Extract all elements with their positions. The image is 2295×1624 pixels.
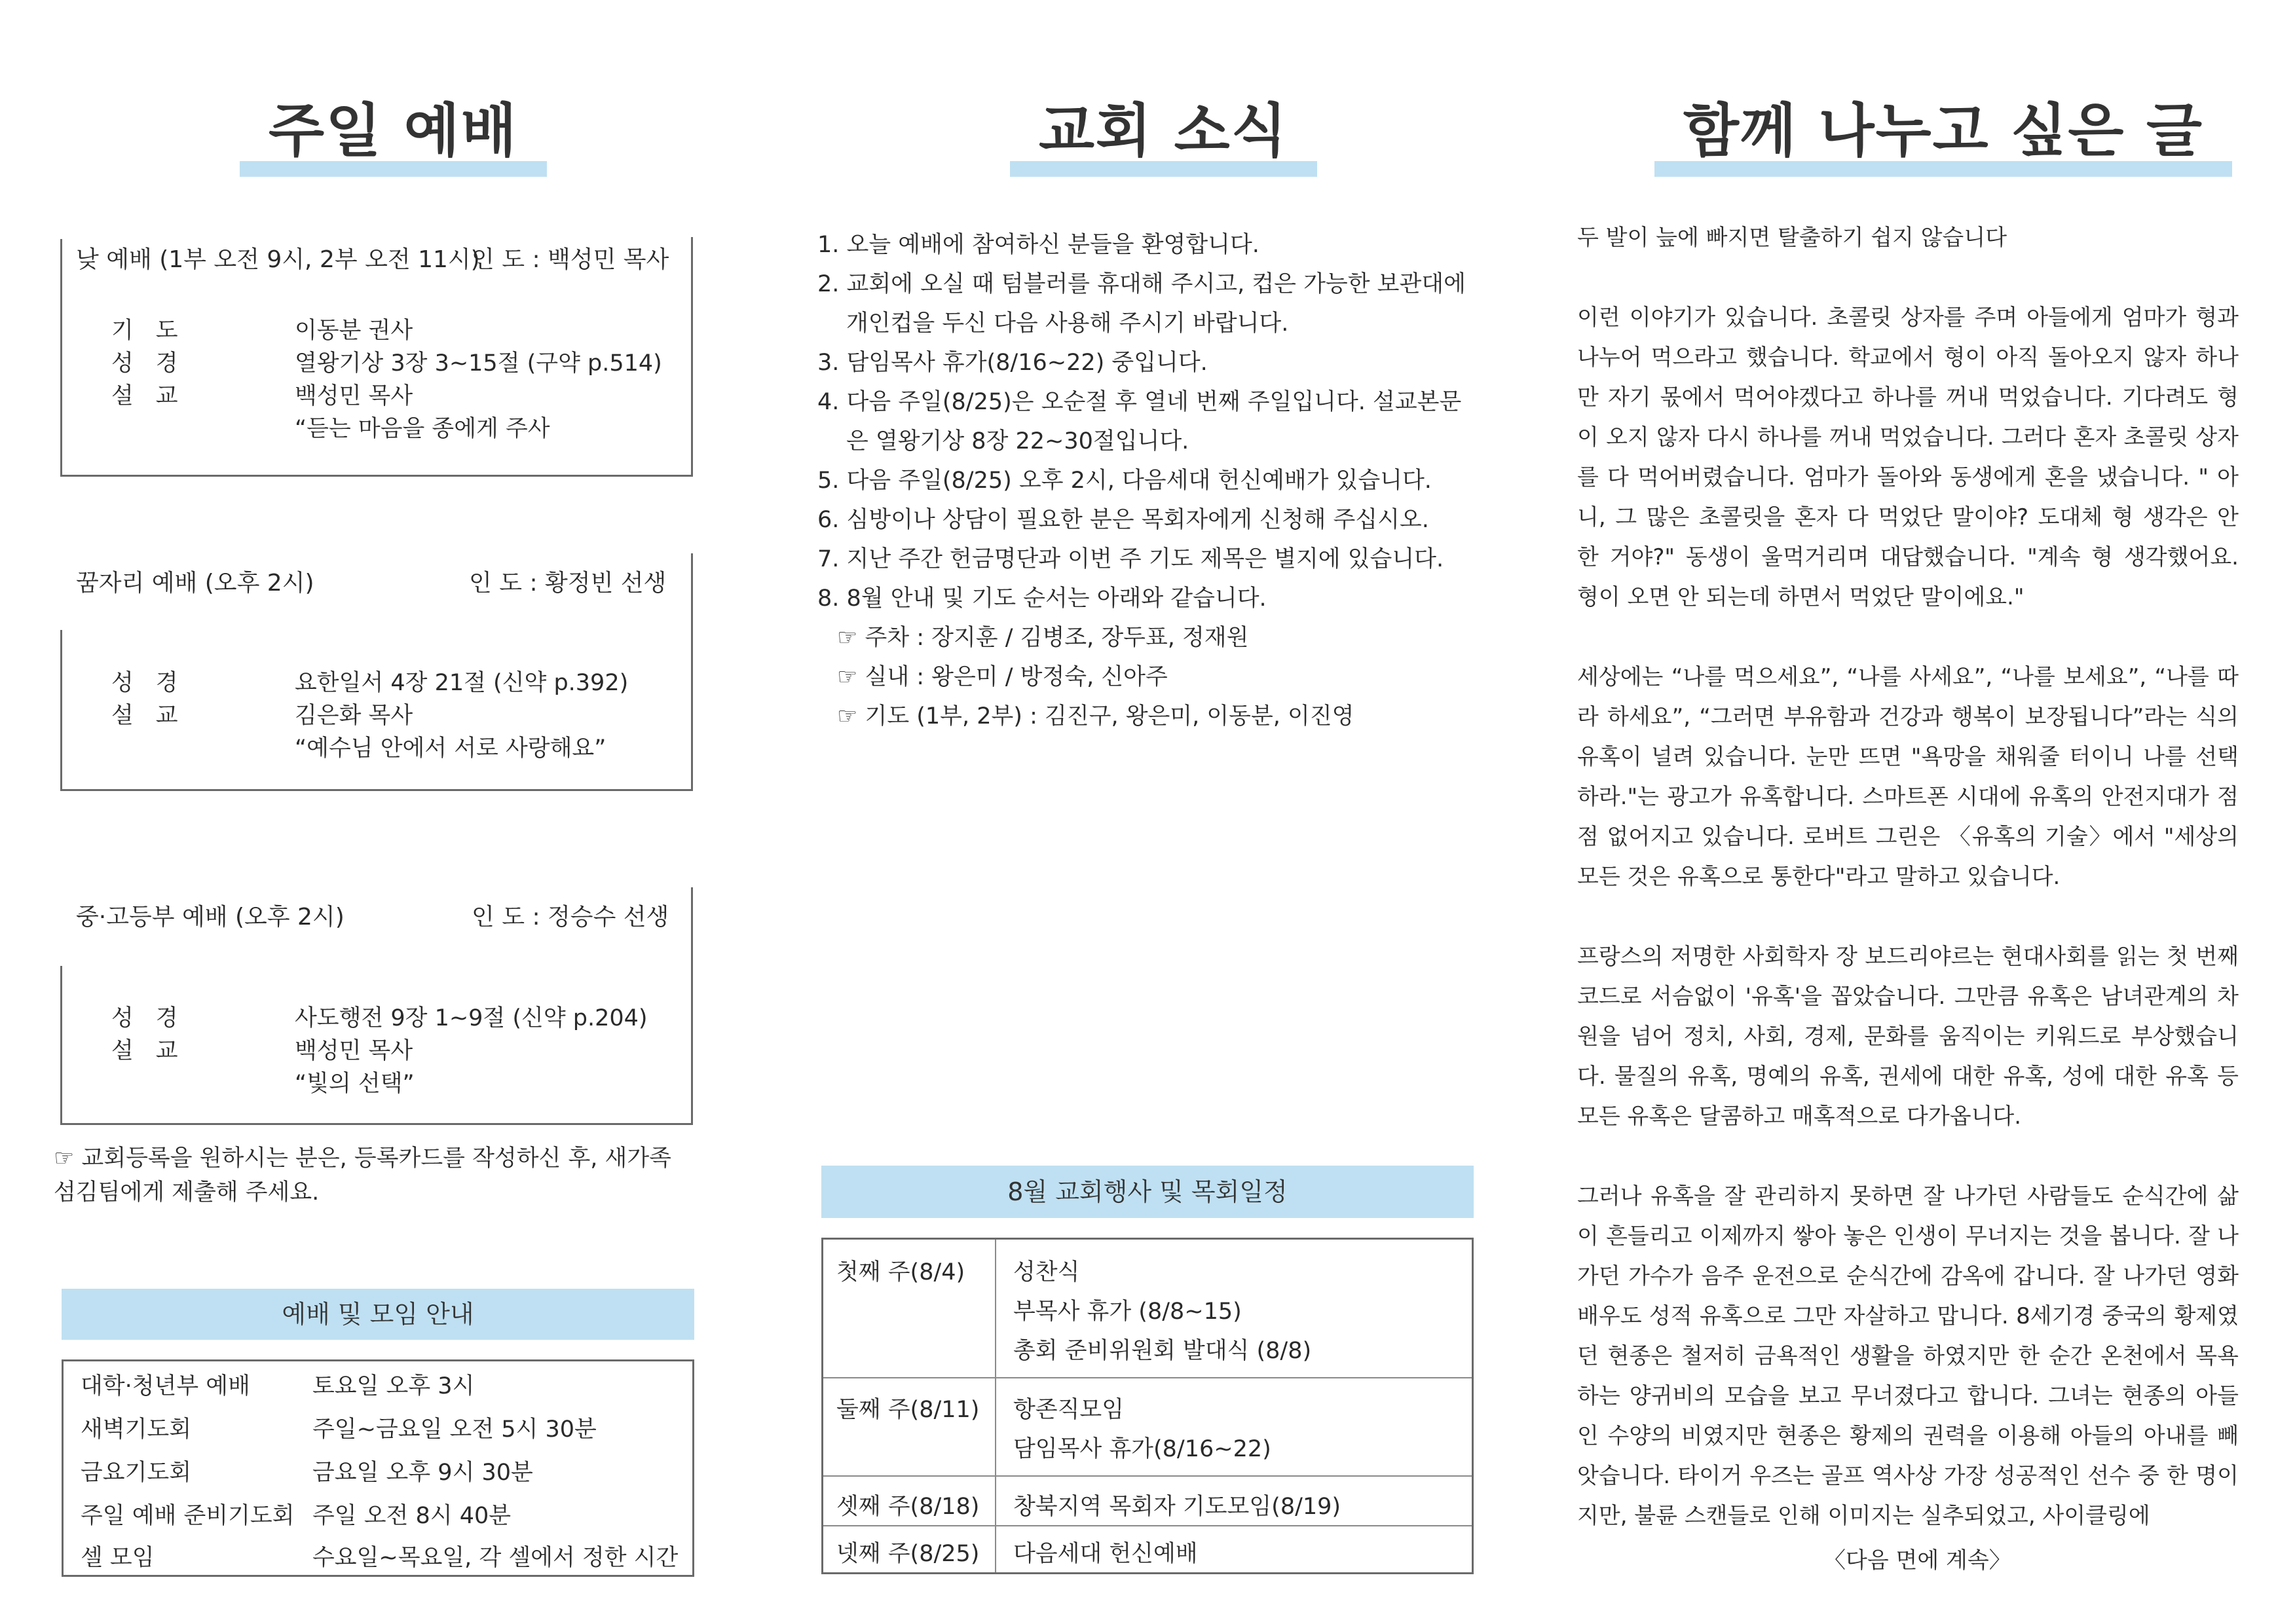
schedule-event: 담임목사 휴가(8/16~22) (1013, 1436, 1271, 1462)
schedule-divider (995, 1240, 996, 1572)
info-label: 셀 모임 (81, 1545, 155, 1571)
sermon-title: “듣는 마음을 종에게 주사 (295, 416, 550, 442)
row-label: 설교 (111, 703, 200, 729)
essay-subtitle: 두 발이 늪에 빠지면 탈출하기 쉽지 않습니다 (1577, 225, 2007, 251)
row-value: 김은화 목사 (295, 703, 413, 729)
info-value: 토요일 오후 3시 (312, 1373, 475, 1399)
box-corner-line (691, 237, 693, 276)
schedule-event: 항존직모임 (1013, 1397, 1125, 1423)
info-label: 주일 예배 준비기도회 (81, 1503, 295, 1529)
news-item: 4. 다음 주일(8/25)은 오순절 후 열네 번째 주일입니다. 설교본문은 열왕기상 8장 22~30절입니다. (817, 389, 1462, 454)
schedule-separator (823, 1377, 1472, 1378)
worship-heading (269, 85, 518, 168)
essay-heading-text: 함께 나누고 싶은 글 (1683, 97, 2203, 164)
news-heading-text: 교회 소식 (1039, 97, 1288, 164)
worship-heading-text: 주일 예배 (269, 97, 518, 164)
news-item: 8. 8월 안내 및 기도 순서는 아래와 같습니다. (817, 585, 1267, 612)
essay-paragraph: 세상에는 “나를 먹으세요”, “나를 사세요”, “나를 보세요”, “나를 따라 하세요”, “그러면 부유함과 건강과 행복이 보장됩니다”라는 식의 유혹이 널려 있습니다. 눈만 뜨면 "욕망을 채워줄 터이니 나를 선택하라."는 광고가 유혹합니다. 스마트폰 시대에 유혹의 안전지대가 점점 없어지고 있습니다. 로버트 그린은 〈유혹의 기술〉에서 "세상의 모든 것은 유혹으로 통한다"라고 말하고 있습니다. (1577, 664, 2239, 890)
info-value: 수요일~목요일, 각 셀에서 정한 시간 (312, 1545, 679, 1571)
row-label: 성경 (111, 670, 200, 696)
row-label: 성경 (111, 1005, 200, 1031)
sermon-title: “빛의 선택” (295, 1071, 415, 1097)
info-value: 금요일 오후 9시 30분 (312, 1460, 533, 1486)
schedule-table (821, 1238, 1474, 1574)
schedule-event: 성찬식 (1013, 1259, 1080, 1285)
row-label: 설교 (111, 383, 200, 409)
schedule-week: 첫째 주(8/4) (836, 1259, 965, 1285)
box-corner-line (60, 630, 62, 632)
schedule-event: 창북지역 목회자 기도모임(8/19) (1013, 1494, 1341, 1520)
service-title: 꿈자리 예배 (오후 2시) (76, 570, 314, 597)
info-label: 대학·청년부 예배 (81, 1373, 250, 1399)
news-heading (1039, 85, 1288, 168)
box-corner-line (691, 887, 693, 966)
row-value: 요한일서 4장 21절 (신약 p.392) (295, 670, 629, 696)
news-column (812, 0, 1480, 1624)
service-leader: 인 도 : 정승수 선생 (472, 904, 669, 931)
schedule-week: 셋째 주(8/18) (836, 1494, 980, 1520)
continued-note: 〈다음 면에 계속〉 (1823, 1547, 2011, 1574)
info-label: 새벽기도회 (81, 1416, 192, 1443)
info-value: 주일~금요일 오전 5시 30분 (312, 1416, 597, 1443)
news-item: 5. 다음 주일(8/25) 오후 2시, 다음세대 헌신예배가 있습니다. (817, 468, 1432, 494)
row-value: 열왕기상 3장 3~15절 (구약 p.514) (295, 350, 662, 377)
essay-column (1572, 0, 2253, 1624)
service-title: 낮 예배 (1부 오전 9시, 2부 오전 11시) (76, 246, 480, 273)
worship-column (52, 0, 707, 1624)
info-table (62, 1359, 694, 1577)
schedule-separator (823, 1525, 1472, 1526)
schedule-banner: 8월 교회행사 및 목회일정 (821, 1166, 1474, 1218)
service-leader: 인 도 : 황정빈 선생 (469, 570, 667, 597)
row-value: 백성민 목사 (295, 1038, 413, 1064)
duty-item: ☞ 실내 : 왕은미 / 방정숙, 신아주 (837, 664, 1168, 690)
news-item: 7. 지난 주간 헌금명단과 이번 주 기도 제목은 별지에 있습니다. (817, 546, 1444, 572)
row-value: 사도행전 9장 1~9절 (신약 p.204) (295, 1005, 648, 1031)
schedule-separator (823, 1475, 1472, 1477)
essay-paragraph: 이런 이야기가 있습니다. 초콜릿 상자를 주며 아들에게 엄마가 형과 나누어 먹으라고 했습니다. 학교에서 형이 아직 돌아오지 않자 하나만 자기 몫에서 먹어야겠다고 하나를 꺼내 먹었습니다. 기다려도 형이 오지 않자 다시 하나를 꺼내 먹었습니다. 그러다 혼자 초콜릿 상자를 다 먹어버렸습니다. 엄마가 돌아와 동생에게 혼을 냈습니다. " 아니, 그 많은 초콜릿을 혼자 다 먹었단 말이야? 도대체 형 생각은 안 한 거야?" 동생이 울먹거리며 대답했습니다. "계속 형 생각했어요. 형이 오면 안 되는데 하면서 먹었단 말이에요." (1577, 304, 2239, 610)
row-label: 설교 (111, 1038, 200, 1064)
essay-body (1577, 218, 2239, 1576)
box-corner-line (691, 553, 693, 632)
news-list (817, 225, 1472, 736)
essay-paragraph: 프랑스의 저명한 사회학자 장 보드리야르는 현대사회를 읽는 첫 번째 코드로 서슴없이 '유혹'을 꼽았습니다. 그만큼 유혹은 남녀관계의 차원을 넘어 정치, 사회, 경제, 문화를 움직이는 키워드로 부상했습니다. 물질의 유혹, 명예의 유혹, 권세에 대한 유혹, 성에 대한 유혹 등 모든 유혹은 달콤하고 매혹적으로 다가옵니다. (1577, 944, 2239, 1130)
row-value: 이동분 권사 (295, 318, 413, 344)
row-label: 기도 (111, 318, 200, 344)
schedule-week: 넷째 주(8/25) (836, 1541, 980, 1567)
duty-item: ☞ 기도 (1부, 2부) : 김진구, 왕은미, 이동분, 이진영 (837, 703, 1354, 729)
service-title: 중·고등부 예배 (오후 2시) (76, 904, 345, 931)
schedule-event: 총회 준비위원회 발대식 (8/8) (1013, 1338, 1312, 1364)
row-label: 성경 (111, 350, 200, 377)
duty-item: ☞ 주차 : 장지훈 / 김병조, 장두표, 정재원 (837, 625, 1249, 651)
schedule-event: 다음세대 헌신예배 (1013, 1541, 1198, 1567)
row-value: 백성민 목사 (295, 383, 413, 409)
schedule-event: 부목사 휴가 (8/8~15) (1013, 1299, 1242, 1325)
schedule-week: 둘째 주(8/11) (836, 1397, 980, 1423)
essay-heading (1683, 85, 2203, 168)
sermon-title: “예수님 안에서 서로 사랑해요” (295, 735, 606, 762)
info-label: 금요기도회 (81, 1460, 192, 1486)
news-item: 3. 담임목사 휴가(8/16~22) 중입니다. (817, 350, 1208, 376)
service-leader: 인 도 : 백성민 목사 (472, 246, 669, 273)
news-item: 6. 심방이나 상담이 필요한 분은 목회자에게 신청해 주십시오. (817, 507, 1429, 533)
essay-paragraph: 그러나 유혹을 잘 관리하지 못하면 잘 나가던 사람들도 순식간에 삶이 흔들리고 이제까지 쌓아 놓은 인생이 무너지는 것을 봅니다. 잘 나가던 가수가 음주 운전으로 순식간에 감옥에 갑니다. 잘 나가던 영화 배우도 성적 유혹으로 그만 자살하고 맙니다. 8세기경 중국의 황제였던 현종은 철저히 금욕적인 생활을 하였지만 한 순간 온천에서 목욕하는 양귀비의 모습을 보고 무너졌다고 합니다. 그녀는 현종의 아들인 수양의 비였지만 현종은 황제의 권력을 이용해 아들의 아내를 빼앗습니다. 타이거 우즈는 골프 역사상 가장 성공적인 선수 중 한 명이지만, 불륜 스캔들로 인해 이미지는 실추되었고, 사이클링에 (1577, 1183, 2239, 1529)
registration-note: ☞ 교회등록을 원하시는 분은, 등록카드를 작성하신 후, 새가족 섬김팀에게 제출해 주세요. (54, 1145, 671, 1206)
news-item: 2. 교회에 오실 때 텀블러를 휴대해 주시고, 컵은 가능한 보관대에 개인컵을 두신 다음 사용해 주시기 바랍니다. (817, 271, 1466, 337)
info-banner: 예배 및 모임 안내 (62, 1289, 694, 1340)
news-item: 1. 오늘 예배에 참여하신 분들을 환영합니다. (817, 232, 1259, 258)
info-value: 주일 오전 8시 40분 (312, 1503, 512, 1529)
